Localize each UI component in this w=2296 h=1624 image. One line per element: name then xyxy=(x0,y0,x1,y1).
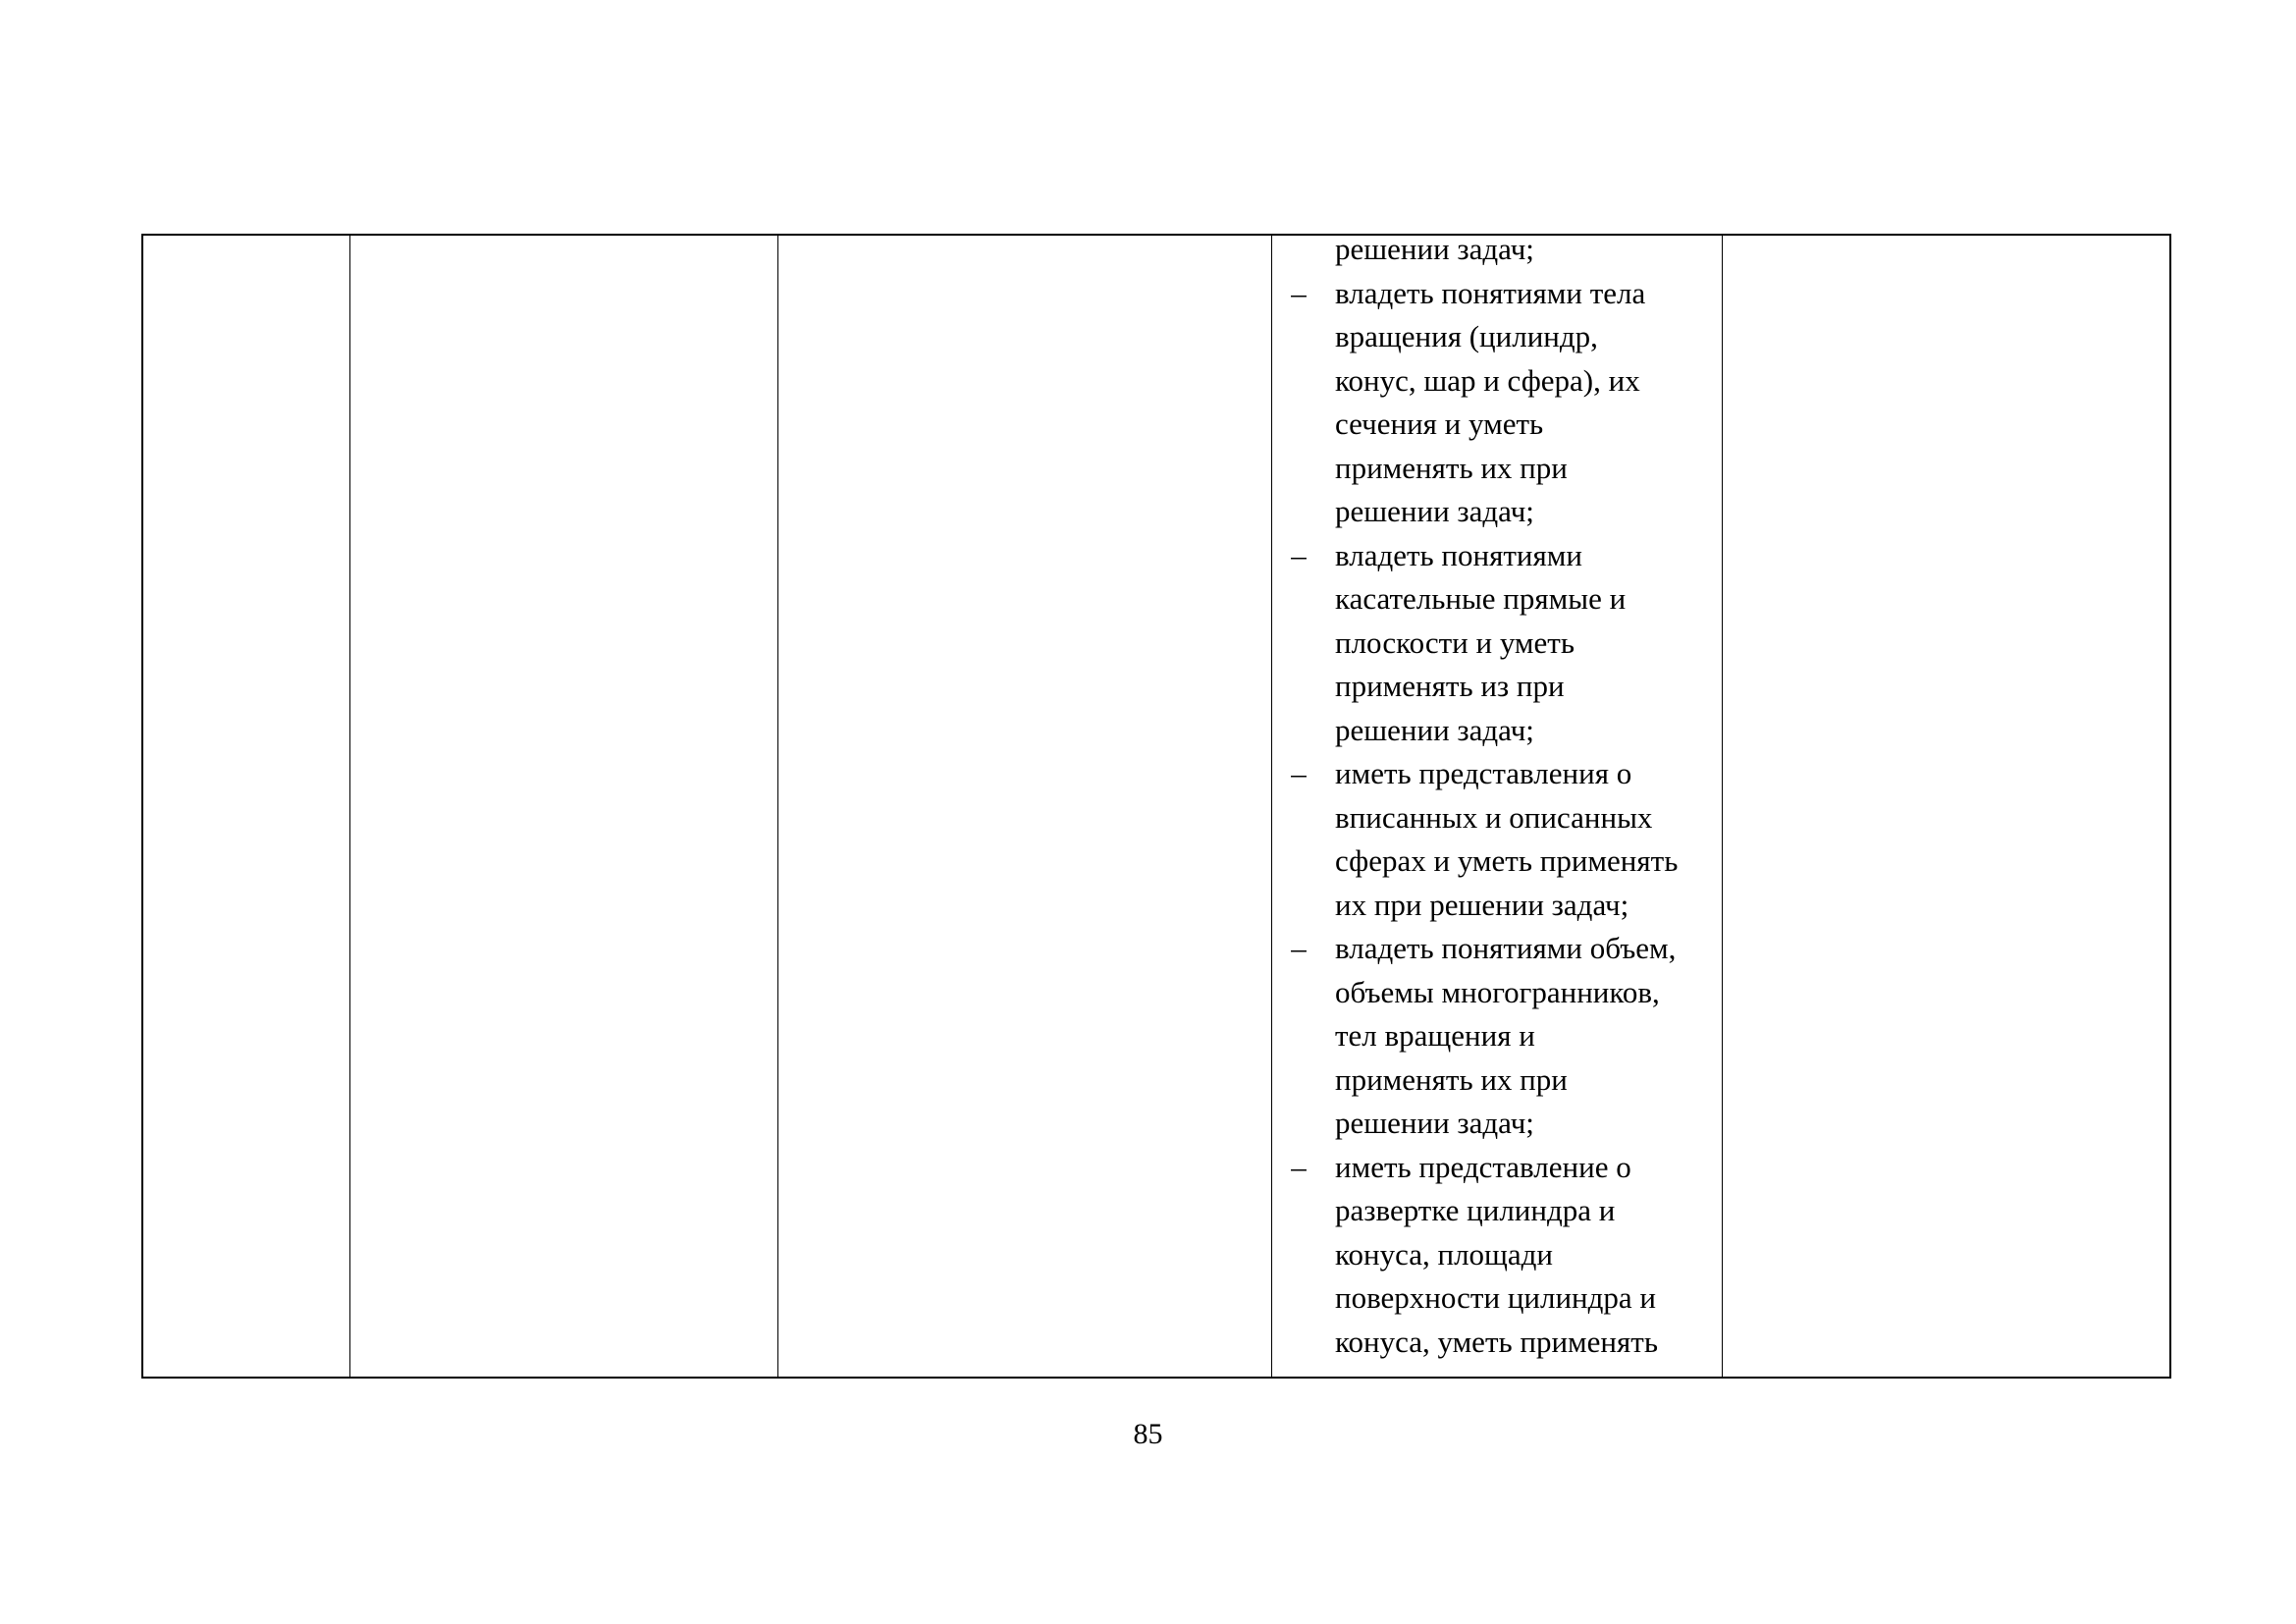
list-item-line xyxy=(1272,1102,1722,1146)
list-item-text: вращения (цилиндр, xyxy=(1335,319,1598,353)
column-divider xyxy=(1722,236,1723,1377)
list-item-text: сечения и уметь xyxy=(1335,406,1544,441)
list-item-text: поверхности цилиндра и xyxy=(1335,1280,1657,1315)
list-item-line xyxy=(1272,971,1722,1015)
list-item-text: тел вращения и xyxy=(1335,1018,1535,1053)
list-item-text: применять их при xyxy=(1335,1061,1568,1097)
list-item-text: конуса, площади xyxy=(1335,1236,1554,1272)
bullet-dash: – xyxy=(1291,756,1307,790)
list-item xyxy=(1272,927,1722,971)
list-item-line xyxy=(1272,447,1722,491)
column-divider xyxy=(777,236,778,1377)
table-cell-skills xyxy=(1272,236,1722,1377)
list-item-line xyxy=(1272,1014,1722,1058)
page-number: 85 xyxy=(1133,1418,1163,1450)
bullet-dash: – xyxy=(1291,537,1307,572)
list-item-text: владеть понятиями xyxy=(1335,537,1582,572)
column-divider xyxy=(349,236,350,1377)
bullet-dash: – xyxy=(1291,1149,1307,1184)
list-item xyxy=(1272,752,1722,796)
list-item-line xyxy=(1272,1233,1722,1277)
list-item-text: конус, шар и сфера), их xyxy=(1335,362,1640,398)
bullet-dash: – xyxy=(1291,931,1307,965)
list-item-line xyxy=(1272,359,1722,404)
list-item-line xyxy=(1272,577,1722,622)
list-item-text: владеть понятиями объем, xyxy=(1335,931,1677,965)
list-item-continuation-line: решении задач; xyxy=(1335,236,1534,266)
list-item-line xyxy=(1272,709,1722,753)
bullet-dash: – xyxy=(1291,275,1307,310)
list-item-line xyxy=(1272,315,1722,359)
list-item-text: сферах и уметь применять xyxy=(1335,843,1679,878)
list-item-text: развертке цилиндра и xyxy=(1335,1193,1616,1227)
list-item-line xyxy=(1272,884,1722,928)
list-item-text: применять из при xyxy=(1335,669,1565,703)
list-item-text: решении задач; xyxy=(1335,1106,1534,1140)
list-item-line xyxy=(1272,622,1722,666)
list-item-line xyxy=(1272,839,1722,884)
list-item xyxy=(1272,1146,1722,1190)
list-item-text: иметь представление о xyxy=(1335,1149,1631,1184)
list-item-line xyxy=(1272,403,1722,447)
list-item-text: владеть понятиями тела xyxy=(1335,275,1646,310)
list-item-line xyxy=(1272,490,1722,534)
content-table xyxy=(141,234,2171,1379)
list-item-text: вписанных и описанных xyxy=(1335,799,1653,835)
list-item-line xyxy=(1272,1276,1722,1321)
list-item xyxy=(1272,534,1722,578)
list-item-text: применять их при xyxy=(1335,450,1568,485)
list-item-text: решении задач; xyxy=(1335,494,1534,528)
list-item-text: иметь представления о xyxy=(1335,756,1632,790)
list-item-text: объемы многогранников, xyxy=(1335,974,1660,1009)
list-item-text: касательные прямые и xyxy=(1335,581,1627,616)
list-item-line xyxy=(1272,796,1722,840)
list-item-text: их при решении задач; xyxy=(1335,887,1629,922)
list-item-line xyxy=(1272,665,1722,709)
skills-list xyxy=(1272,236,1722,1364)
list-item-line xyxy=(1272,1189,1722,1233)
list-item-text: плоскости и уметь xyxy=(1335,624,1575,660)
list-item-text: конуса, уметь применять xyxy=(1335,1324,1658,1359)
list-item-line xyxy=(1272,1058,1722,1103)
list-item xyxy=(1272,272,1722,316)
list-item-text: решении задач; xyxy=(1335,712,1534,747)
list-item-line xyxy=(1272,1321,1722,1365)
